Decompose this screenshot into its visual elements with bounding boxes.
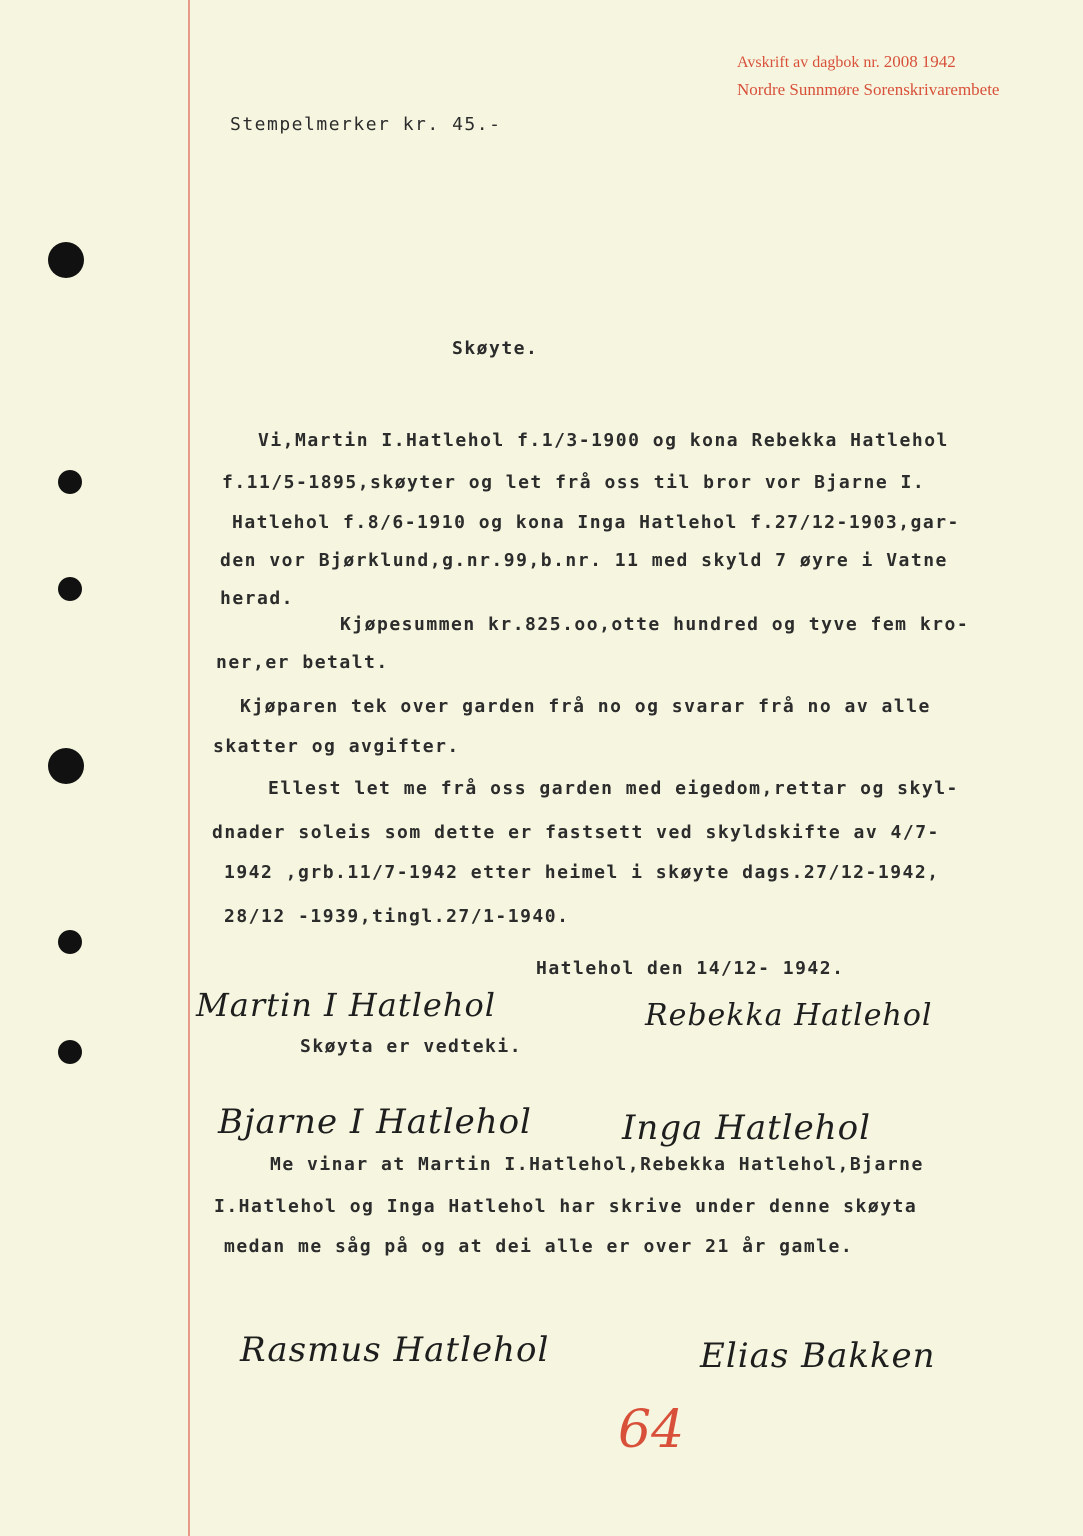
punch-hole: [58, 470, 82, 494]
text-line: Hatlehol f.8/6-1910 og kona Inga Hatlehol f.27/12-1903,gar-: [232, 512, 960, 533]
text-line: Ellest let me frå oss garden med eigedom,rettar og skyl-: [268, 778, 959, 799]
text-line: herad.: [220, 588, 295, 609]
text-line: Me vinar at Martin I.Hatlehol,Rebekka Hatlehol,Bjarne: [270, 1154, 924, 1175]
acceptance-line: Skøyta er vedteki.: [300, 1036, 523, 1057]
stamp-year: 1942: [921, 52, 956, 71]
text-line: I.Hatlehol og Inga Hatlehol har skrive under denne skøyta: [214, 1196, 918, 1217]
text-line: Kjøpesummen kr.825.oo,otte hundred og tyve fem kro-: [340, 614, 970, 635]
registry-stamp-line2: Nordre Sunnmøre Sorenskrivarembete: [737, 80, 1000, 99]
signature-witness-1: Rasmus Hatlehol: [240, 1330, 550, 1370]
registry-stamp-line1: [737, 52, 956, 72]
text-line: ner,er betalt.: [216, 652, 389, 673]
text-line: den vor Bjørklund,g.nr.99,b.nr. 11 med skyld 7 øyre i Vatne: [220, 550, 948, 571]
punch-hole: [48, 748, 84, 784]
page-number: 64: [618, 1400, 685, 1460]
signature-buyer-1: Bjarne I Hatlehol: [218, 1102, 532, 1142]
stamp-number: 2008: [883, 52, 918, 71]
punch-hole: [58, 577, 82, 601]
text-line: 28/12 -1939,tingl.27/1-1940.: [224, 906, 570, 927]
text-line: skatter og avgifter.: [213, 736, 460, 757]
text-line: Vi,Martin I.Hatlehol f.1/3-1900 og kona Rebekka Hatlehol: [258, 430, 949, 451]
stamp-fee: Stempelmerker kr. 45.-: [230, 114, 502, 135]
text-line: f.11/5-1895,skøyter og let frå oss til bror vor Bjarne I.: [222, 472, 926, 493]
signature-buyer-2: Inga Hatlehol: [622, 1108, 871, 1148]
text-line: dnader soleis som dette er fastsett ved skyldskifte av 4/7-: [212, 822, 940, 843]
punch-hole: [58, 1040, 82, 1064]
punch-hole: [58, 930, 82, 954]
signature-seller-2: Rebekka Hatlehol: [645, 998, 933, 1033]
signature-seller-1: Martin I Hatlehol: [196, 986, 496, 1024]
text-line: 1942 ,grb.11/7-1942 etter heimel i skøyte dags.27/12-1942,: [224, 862, 940, 883]
document-title: Skøyte.: [452, 338, 539, 359]
stamp-prefix: Avskrift av dagbok nr.: [737, 54, 880, 71]
place-date: Hatlehol den 14/12- 1942.: [536, 958, 845, 979]
text-line: Kjøparen tek over garden frå no og svarar frå no av alle: [240, 696, 931, 717]
margin-line: [188, 0, 190, 1536]
punch-hole: [48, 242, 84, 278]
text-line: medan me såg på og at dei alle er over 21 år gamle.: [224, 1236, 854, 1257]
signature-witness-2: Elias Bakken: [700, 1336, 936, 1376]
